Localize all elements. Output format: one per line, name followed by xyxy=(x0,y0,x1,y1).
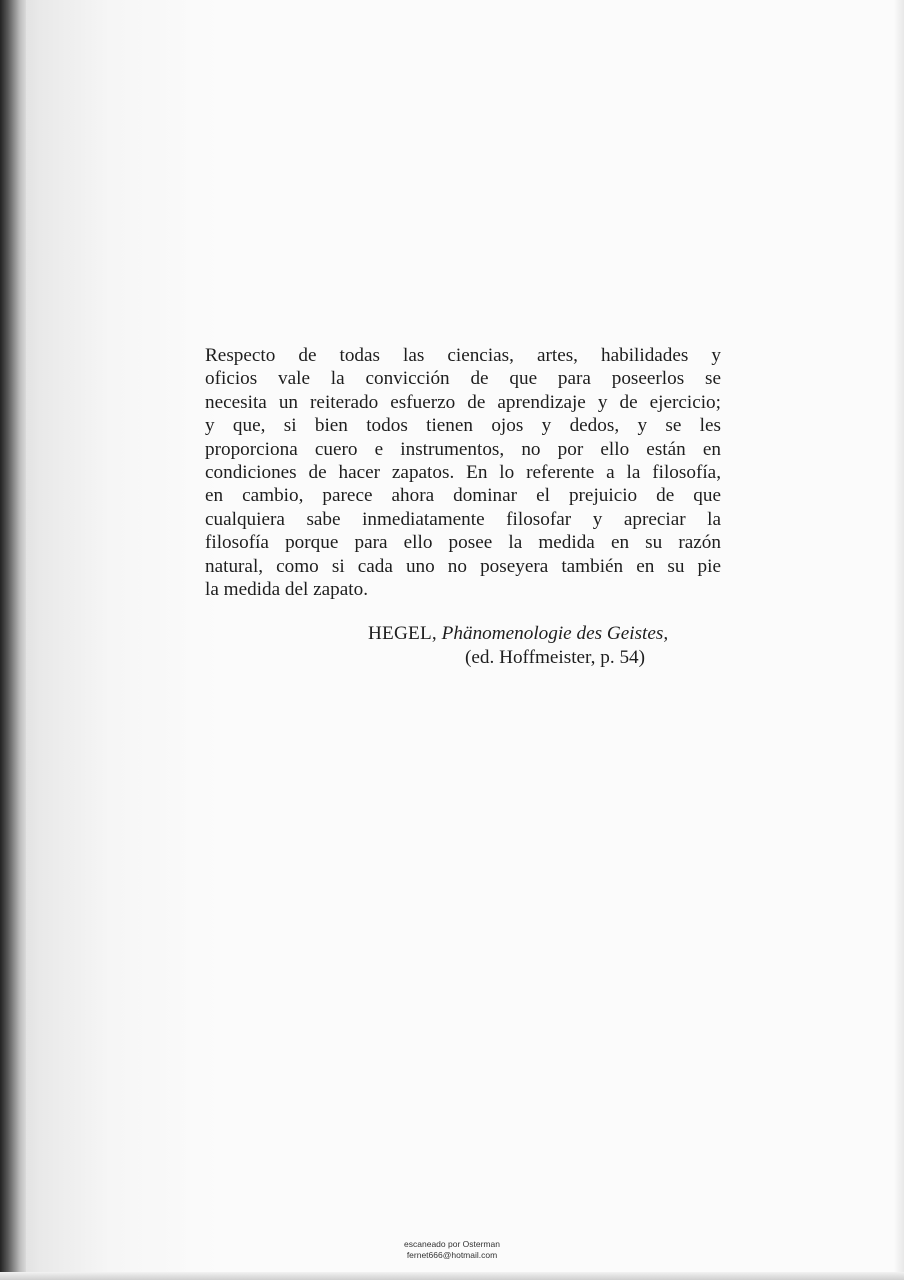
epigraph-line-6: condiciones de hacer zapatos. En lo referente a la filosofía, xyxy=(205,462,721,484)
citation-work-title: Phänomenologie des Geistes, xyxy=(441,623,669,644)
book-spine-shadow xyxy=(0,0,26,1280)
page-right-edge xyxy=(894,0,904,1280)
epigraph-line-3: necesita un reiterado esfuerzo de aprendizaje y de ejercicio; xyxy=(205,391,721,413)
epigraph-citation xyxy=(368,622,728,669)
epigraph-line-11: la medida del zapato. xyxy=(205,579,369,601)
page-bottom-edge xyxy=(0,1272,904,1280)
epigraph-line-5: proporciona cuero e instrumentos, no por ello están en xyxy=(205,438,721,460)
scan-credit-line-1: escaneado por Osterman xyxy=(404,1239,500,1249)
epigraph-line-7: en cambio, parece ahora dominar el prejuicio de que xyxy=(205,485,721,507)
epigraph-line-4: y que, si bien todos tienen ojos y dedos, y se les xyxy=(205,415,721,437)
epigraph-line-10: natural, como si cada uno no poseyera también en su pie xyxy=(205,555,721,577)
epigraph-quote xyxy=(205,344,721,601)
epigraph-line-9: filosofía porque para ello posee la medida en su razón xyxy=(205,532,721,554)
epigraph-line-2: oficios vale la convicción de que para poseerlos se xyxy=(205,368,721,390)
citation-edition: (ed. Hoffmeister, p. 54) xyxy=(465,646,646,668)
scan-credit-email: fernet666@hotmail.com xyxy=(406,1249,498,1260)
scan-credit xyxy=(380,1239,524,1260)
citation-author: HEGEL, xyxy=(368,623,437,644)
epigraph-line-1: Respecto de todas las ciencias, artes, habilidades y xyxy=(205,345,721,366)
epigraph-line-8: cualquiera sabe inmediatamente filosofar y apreciar la xyxy=(205,508,721,530)
